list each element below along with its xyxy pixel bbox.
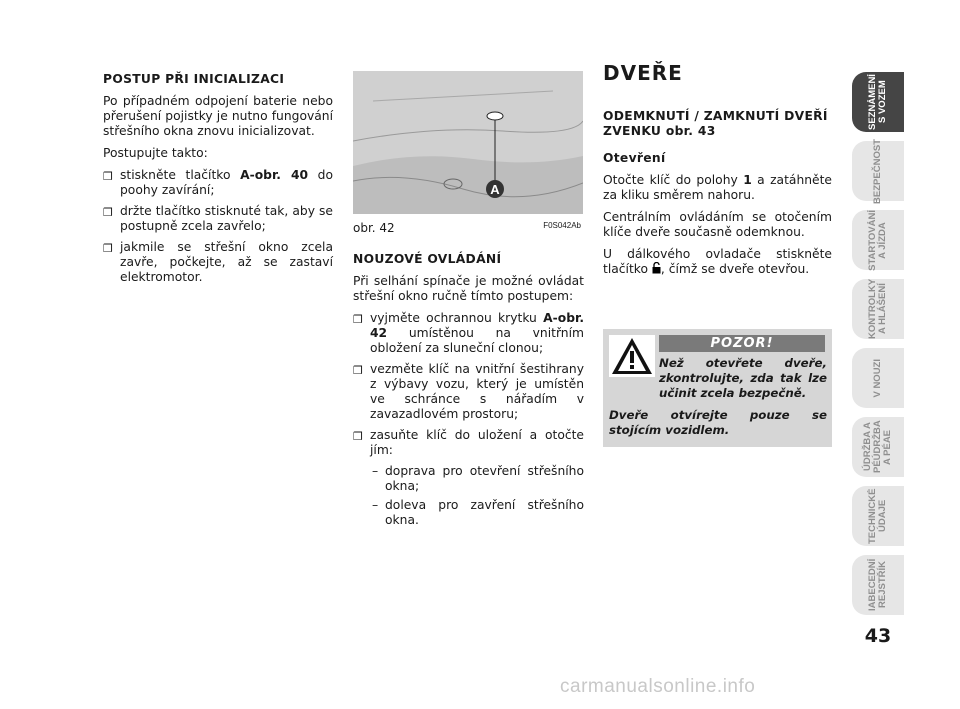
checkbox-bullet-icon: ❒ xyxy=(353,430,363,443)
list-item: ❒ jakmile se střešní okno zcela zavře, počkejte, až se zastaví elektromotor. xyxy=(103,240,333,284)
paragraph: Postupujte takto: xyxy=(103,146,208,160)
watermark: carmanualsonline.info xyxy=(560,676,756,697)
tab-seznameni[interactable]: SEZNÁMENÍ S VOZEM xyxy=(852,72,904,132)
sub-list-item: – doleva pro zavření střešního okna. xyxy=(372,498,584,527)
checkbox-bullet-icon: ❒ xyxy=(353,313,363,326)
column-emergency xyxy=(353,252,584,532)
paragraph: U dálkového ovladače stiskněte tlačítko , čímž se dveře otevřou. xyxy=(603,247,832,276)
tab-rejstrik[interactable]: IABECEDNÍ REJSTŘÍK xyxy=(852,555,904,615)
subsection-heading: Otevření xyxy=(603,151,666,165)
warning-box xyxy=(603,329,832,447)
column-doors xyxy=(603,61,832,284)
checkbox-bullet-icon: ❒ xyxy=(353,364,363,377)
paragraph: Při selhání spínače je možné ovládat střešní okno ručně tímto postupem: xyxy=(353,274,584,303)
tab-v-nouzi[interactable]: V NOUZI xyxy=(852,348,904,408)
list-item: ❒ držte tlačítko stisknuté tak, aby se postupně zcela zavřelo; xyxy=(103,204,333,233)
page-number: 43 xyxy=(864,625,892,647)
column-initialization xyxy=(103,72,333,291)
tab-technicke[interactable]: TECHNICKÉ ÚDAJE xyxy=(852,486,904,546)
warning-text: Než otevřete dveře, zkontrolujte, zda tak lze učinit zcela bezpečně. Dveře otvírejte pouze se stojícím vozidlem. xyxy=(609,356,827,437)
unlock-icon xyxy=(652,262,661,274)
list-item: ❒ vyjměte ochrannou krytku A-obr. 42 umístěnou na vnitřním obložení za sluneční clonou; xyxy=(353,311,584,355)
section-heading: ODEMKNUTÍ / ZAMKNUTÍ DVEŘÍ ZVENKU obr. 43 xyxy=(603,109,828,138)
figure-ref: A-obr. 42 xyxy=(370,311,584,340)
paragraph: Centrálním ovládáním se otočením klíče dveře současně odemknou. xyxy=(603,210,832,239)
page-title: DVEŘE xyxy=(603,61,683,85)
figure-code: F0S042Ab xyxy=(543,221,581,230)
paragraph: Otočte klíč do polohy 1 a zatáhněte za kliku směrem nahoru. xyxy=(603,173,832,202)
list-item: ❒ zasuňte klíč do uložení a otočte jím: xyxy=(353,428,584,457)
tab-kontrolky[interactable]: KONTROLKY A HLÁŠENÍ xyxy=(852,279,904,339)
section-heading: POSTUP PŘI INICIALIZACI xyxy=(103,72,285,86)
tab-udrzba[interactable]: ÚDRŽBA A PÉÚDRŽBA A PÉAE xyxy=(852,417,904,477)
checkbox-bullet-icon: ❒ xyxy=(103,206,113,219)
checkbox-bullet-icon: ❒ xyxy=(103,242,113,255)
sub-list-item: – doprava pro otevření střešního okna; xyxy=(372,464,584,493)
paragraph: Po případném odpojení baterie nebo přerušení pojistky je nutno fungování střešního okna znovu inicializovat. xyxy=(103,94,333,138)
tab-bezpecnost[interactable]: BEZPEČNOST xyxy=(852,141,904,201)
list-item: ❒ vezměte klíč na vnitřní šestihrany z výbavy vozu, který je umístěn ve schránce s nářadím v zavazadlovém prostoru; xyxy=(353,362,584,421)
figure-caption: obr. 42 F0S042Ab xyxy=(353,221,581,235)
checkbox-bullet-icon: ❒ xyxy=(103,170,113,183)
section-heading: NOUZOVÉ OVLÁDÁNÍ xyxy=(353,252,502,266)
figure-42-image xyxy=(353,71,583,214)
warning-banner: POZOR! xyxy=(659,335,825,352)
figure-ref: A-obr. 40 xyxy=(240,168,309,182)
tab-startovani[interactable]: STARTOVÁNÍ A JÍZDA xyxy=(852,210,904,270)
figure-marker: A xyxy=(490,182,500,197)
list-item: ❒ stiskněte tlačítko A-obr. 40 do poohy zavírání; xyxy=(103,168,333,197)
